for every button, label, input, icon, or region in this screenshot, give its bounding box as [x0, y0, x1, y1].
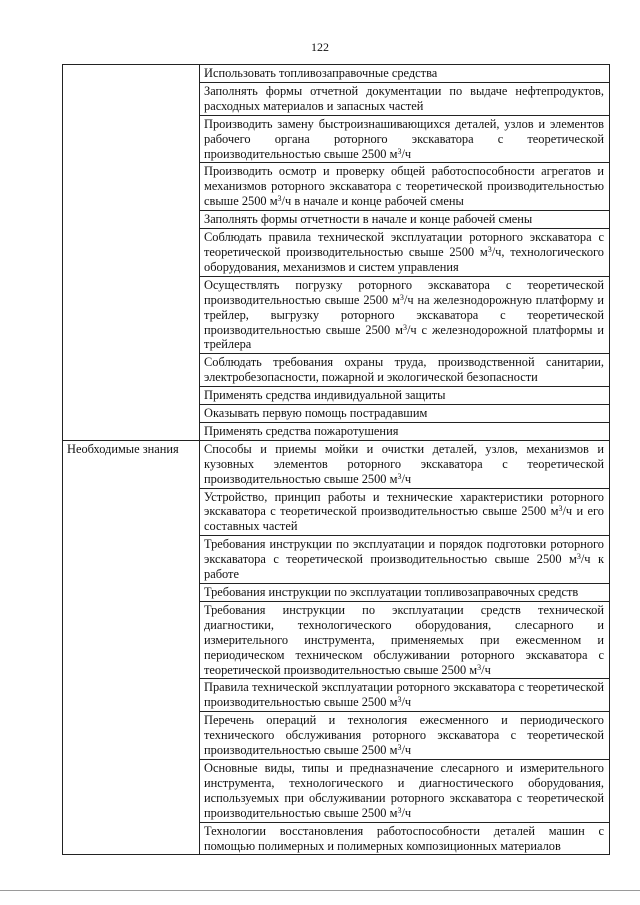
requirement-item: Оказывать первую помощь пострадавшим — [200, 405, 610, 423]
requirement-item: Заполнять формы отчетности в начале и конце рабочей смены — [200, 211, 610, 229]
requirement-item: Заполнять формы отчетной документации по выдаче нефтепродуктов, расходных материалов и запасных частей — [200, 82, 610, 115]
section-label — [63, 65, 200, 441]
requirement-item: Требования инструкции по эксплуатации и порядок подготовки роторного экскаватора с теоретической производительностью свыше 2500 $м^3/ч$ к работе — [200, 536, 610, 584]
requirement-item: Перечень операций и технология ежесменного и периодического технического обслуживания роторного экскаватора с теоретической производительностью свыше 2500 $м^3/ч$ — [200, 712, 610, 760]
requirement-item: Осуществлять погрузку роторного экскаватора с теоретической производительностью свыше 2500 $м^3/ч$ на железнодорожную платформу и трейлер, выгрузку роторного экскаватора с теоретической производительностью свыше 2500 $м^3/ч$ с железнодорожной платформы и трейлера — [200, 276, 610, 354]
requirement-item: Требования инструкции по эксплуатации средств технической диагностики, технологического оборудования, слесарного и измерительного инструмента, применяемых при ежесменном и периодическом техническом обслуживании роторного экскаватора с теоретической производительностью свыше 2500 $м^3/ч$ — [200, 601, 610, 679]
requirement-item: Правила технической эксплуатации роторного экскаватора с теоретической производительностью свыше 2500 $м^3/ч$ — [200, 679, 610, 712]
requirement-item: Устройство, принцип работы и технические характеристики роторного экскаватора с теоретической производительностью свыше 2500 $м^3/ч$ и его составных частей — [200, 488, 610, 536]
requirement-item: Соблюдать правила технической эксплуатации роторного экскаватора с теоретической производительностью свыше 2500 $м^3/ч$, технологического оборудования, механизмов и систем управления — [200, 229, 610, 277]
requirements-table — [62, 64, 610, 855]
requirement-item: Применять средства пожаротушения — [200, 422, 610, 440]
requirement-item: Производить замену быстроизнашивающихся деталей, узлов и элементов рабочего органа роторного экскаватора с теоретической производительностью свыше 2500 $м^3/ч$ — [200, 115, 610, 163]
page-number: 122 — [311, 40, 329, 54]
requirement-item: Технологии восстановления работоспособности деталей машин с помощью полимерных и полимерных композиционных материалов — [200, 822, 610, 855]
requirement-item: Способы и приемы мойки и очистки деталей, узлов, механизмов и кузовных элементов роторного экскаватора с теоретической производительностью свыше 2500 $м^3/ч$ — [200, 440, 610, 488]
table-row — [63, 65, 610, 83]
requirement-item: Использовать топливозаправочные средства — [200, 65, 610, 83]
requirement-item: Соблюдать требования охраны труда, производственной санитарии, электробезопасности, пожарной и экологической безопасности — [200, 354, 610, 387]
requirement-item: Применять средства индивидуальной защиты — [200, 387, 610, 405]
table-row — [63, 440, 610, 488]
section-label: Необходимые знания — [63, 440, 200, 855]
scan-edge-line — [0, 890, 640, 891]
requirement-item: Производить осмотр и проверку общей работоспособности агрегатов и механизмов роторного экскаватора с теоретической производительностью свыше 2500 $м^3/ч$ в начале и конце рабочей смены — [200, 163, 610, 211]
requirement-item: Основные виды, типы и предназначение слесарного и измерительного инструмента, технологического и диагностического оборудования, используемых при обслуживании роторного экскаватора с теоретической производительностью свыше 2500 $м^3/ч$ — [200, 759, 610, 822]
requirement-item: Требования инструкции по эксплуатации топливозаправочных средств — [200, 584, 610, 602]
